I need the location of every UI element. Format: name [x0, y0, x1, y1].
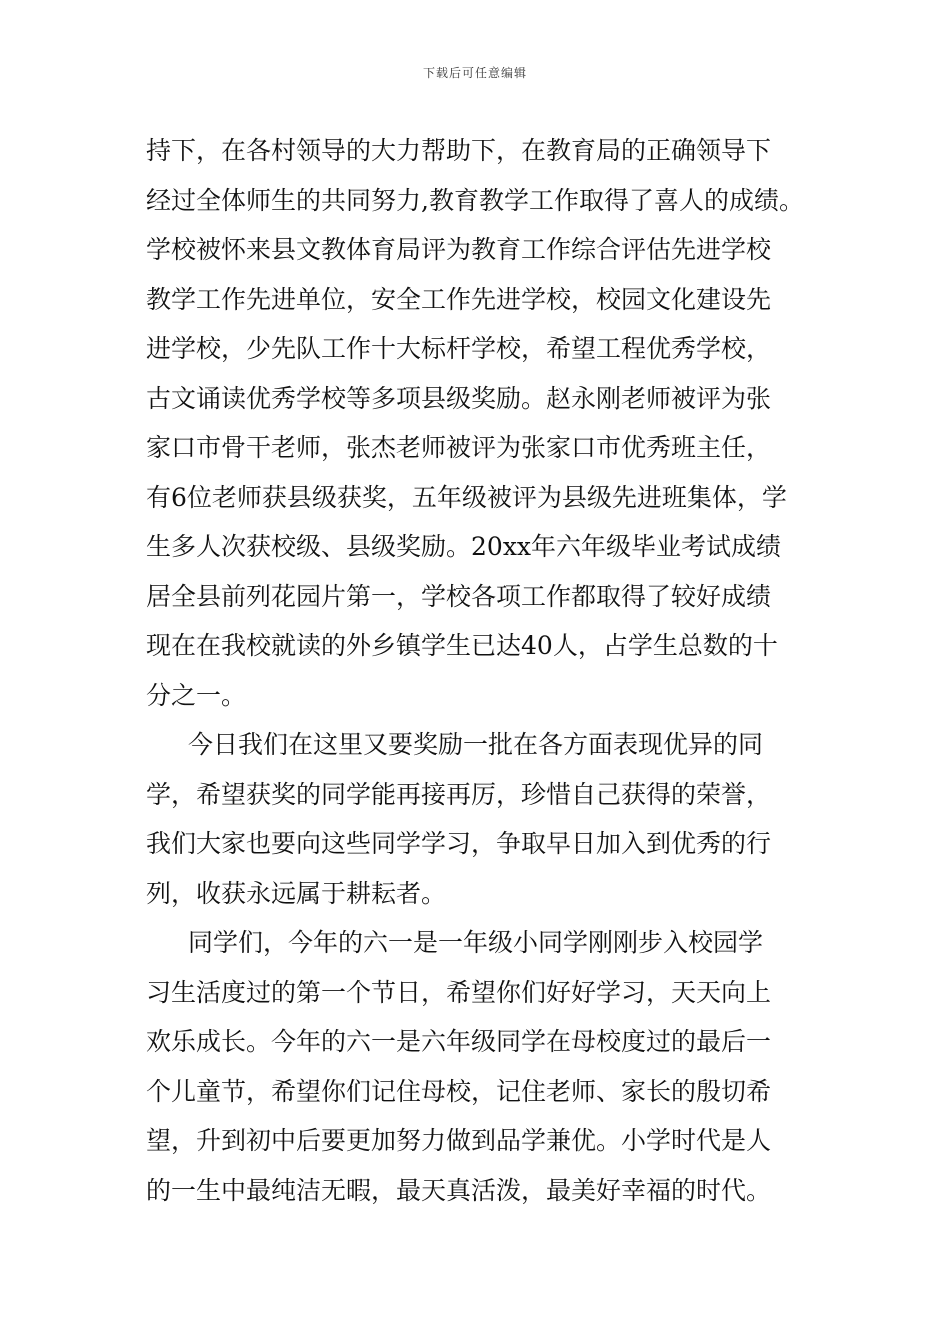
text-line: 习生活度过的第一个节日，希望你们好好学习，天天向上: [146, 977, 772, 1007]
header-note: 下载后可任意编辑: [422, 66, 527, 80]
text-line: 的一生中最纯洁无暇，最天真活泼，最美好幸福的时代。: [146, 1175, 772, 1205]
text-line: 生多人次获校级、县级奖励。20xx年六年级毕业考试成绩: [146, 532, 782, 561]
text-line: 有6位老师获县级获奖，五年级被评为县级先进班集体，学: [146, 482, 787, 512]
document-body: [146, 126, 826, 1215]
text-line: 学，希望获奖的同学能再接再厉，珍惜自己获得的荣誉，: [146, 779, 772, 809]
text-line: 分之一。: [146, 680, 247, 710]
text-line: 我们大家也要向这些同学学习，争取早日加入到优秀的行: [146, 829, 772, 858]
paragraph-start-line: 同学们，今年的六一是一年级小同学刚刚步入校园学: [188, 928, 764, 957]
text-line: 居全县前列花园片第一，学校各项工作都取得了较好成绩: [146, 581, 772, 611]
text-line: 古文诵读优秀学校等多项县级奖励。赵永刚老师被评为张: [146, 383, 772, 413]
paragraph-start-line: 今日我们在这里又要奖励一批在各方面表现优异的同: [188, 730, 764, 759]
text-line: 家口市骨干老师，张杰老师被评为张家口市优秀班主任，: [146, 433, 772, 462]
text-line: 持下，在各村领导的大力帮助下，在教育局的正确领导下: [146, 136, 772, 165]
text-line: 经过全体师生的共同努力,教育教学工作取得了喜人的成绩。: [146, 185, 804, 215]
text-line: 欢乐成长。今年的六一是六年级同学在母校度过的最后一: [146, 1027, 772, 1056]
text-line: 列，收获永远属于耕耘者。: [146, 878, 447, 908]
text-line: 学校被怀来县文教体育局评为教育工作综合评估先进学校: [146, 235, 772, 264]
text-line: 教学工作先进单位，安全工作先进学校，校园文化建设先: [146, 284, 772, 314]
text-line: 进学校，少先队工作十大标杆学校，希望工程优秀学校，: [146, 334, 772, 363]
text-line: 望，升到初中后要更加努力做到品学兼优。小学时代是人: [146, 1126, 772, 1155]
text-line: 个儿童节，希望你们记住母校，记住老师、家长的殷切希: [146, 1076, 772, 1106]
text-line: 现在在我校就读的外乡镇学生已达40人，占学生总数的十: [146, 631, 778, 660]
